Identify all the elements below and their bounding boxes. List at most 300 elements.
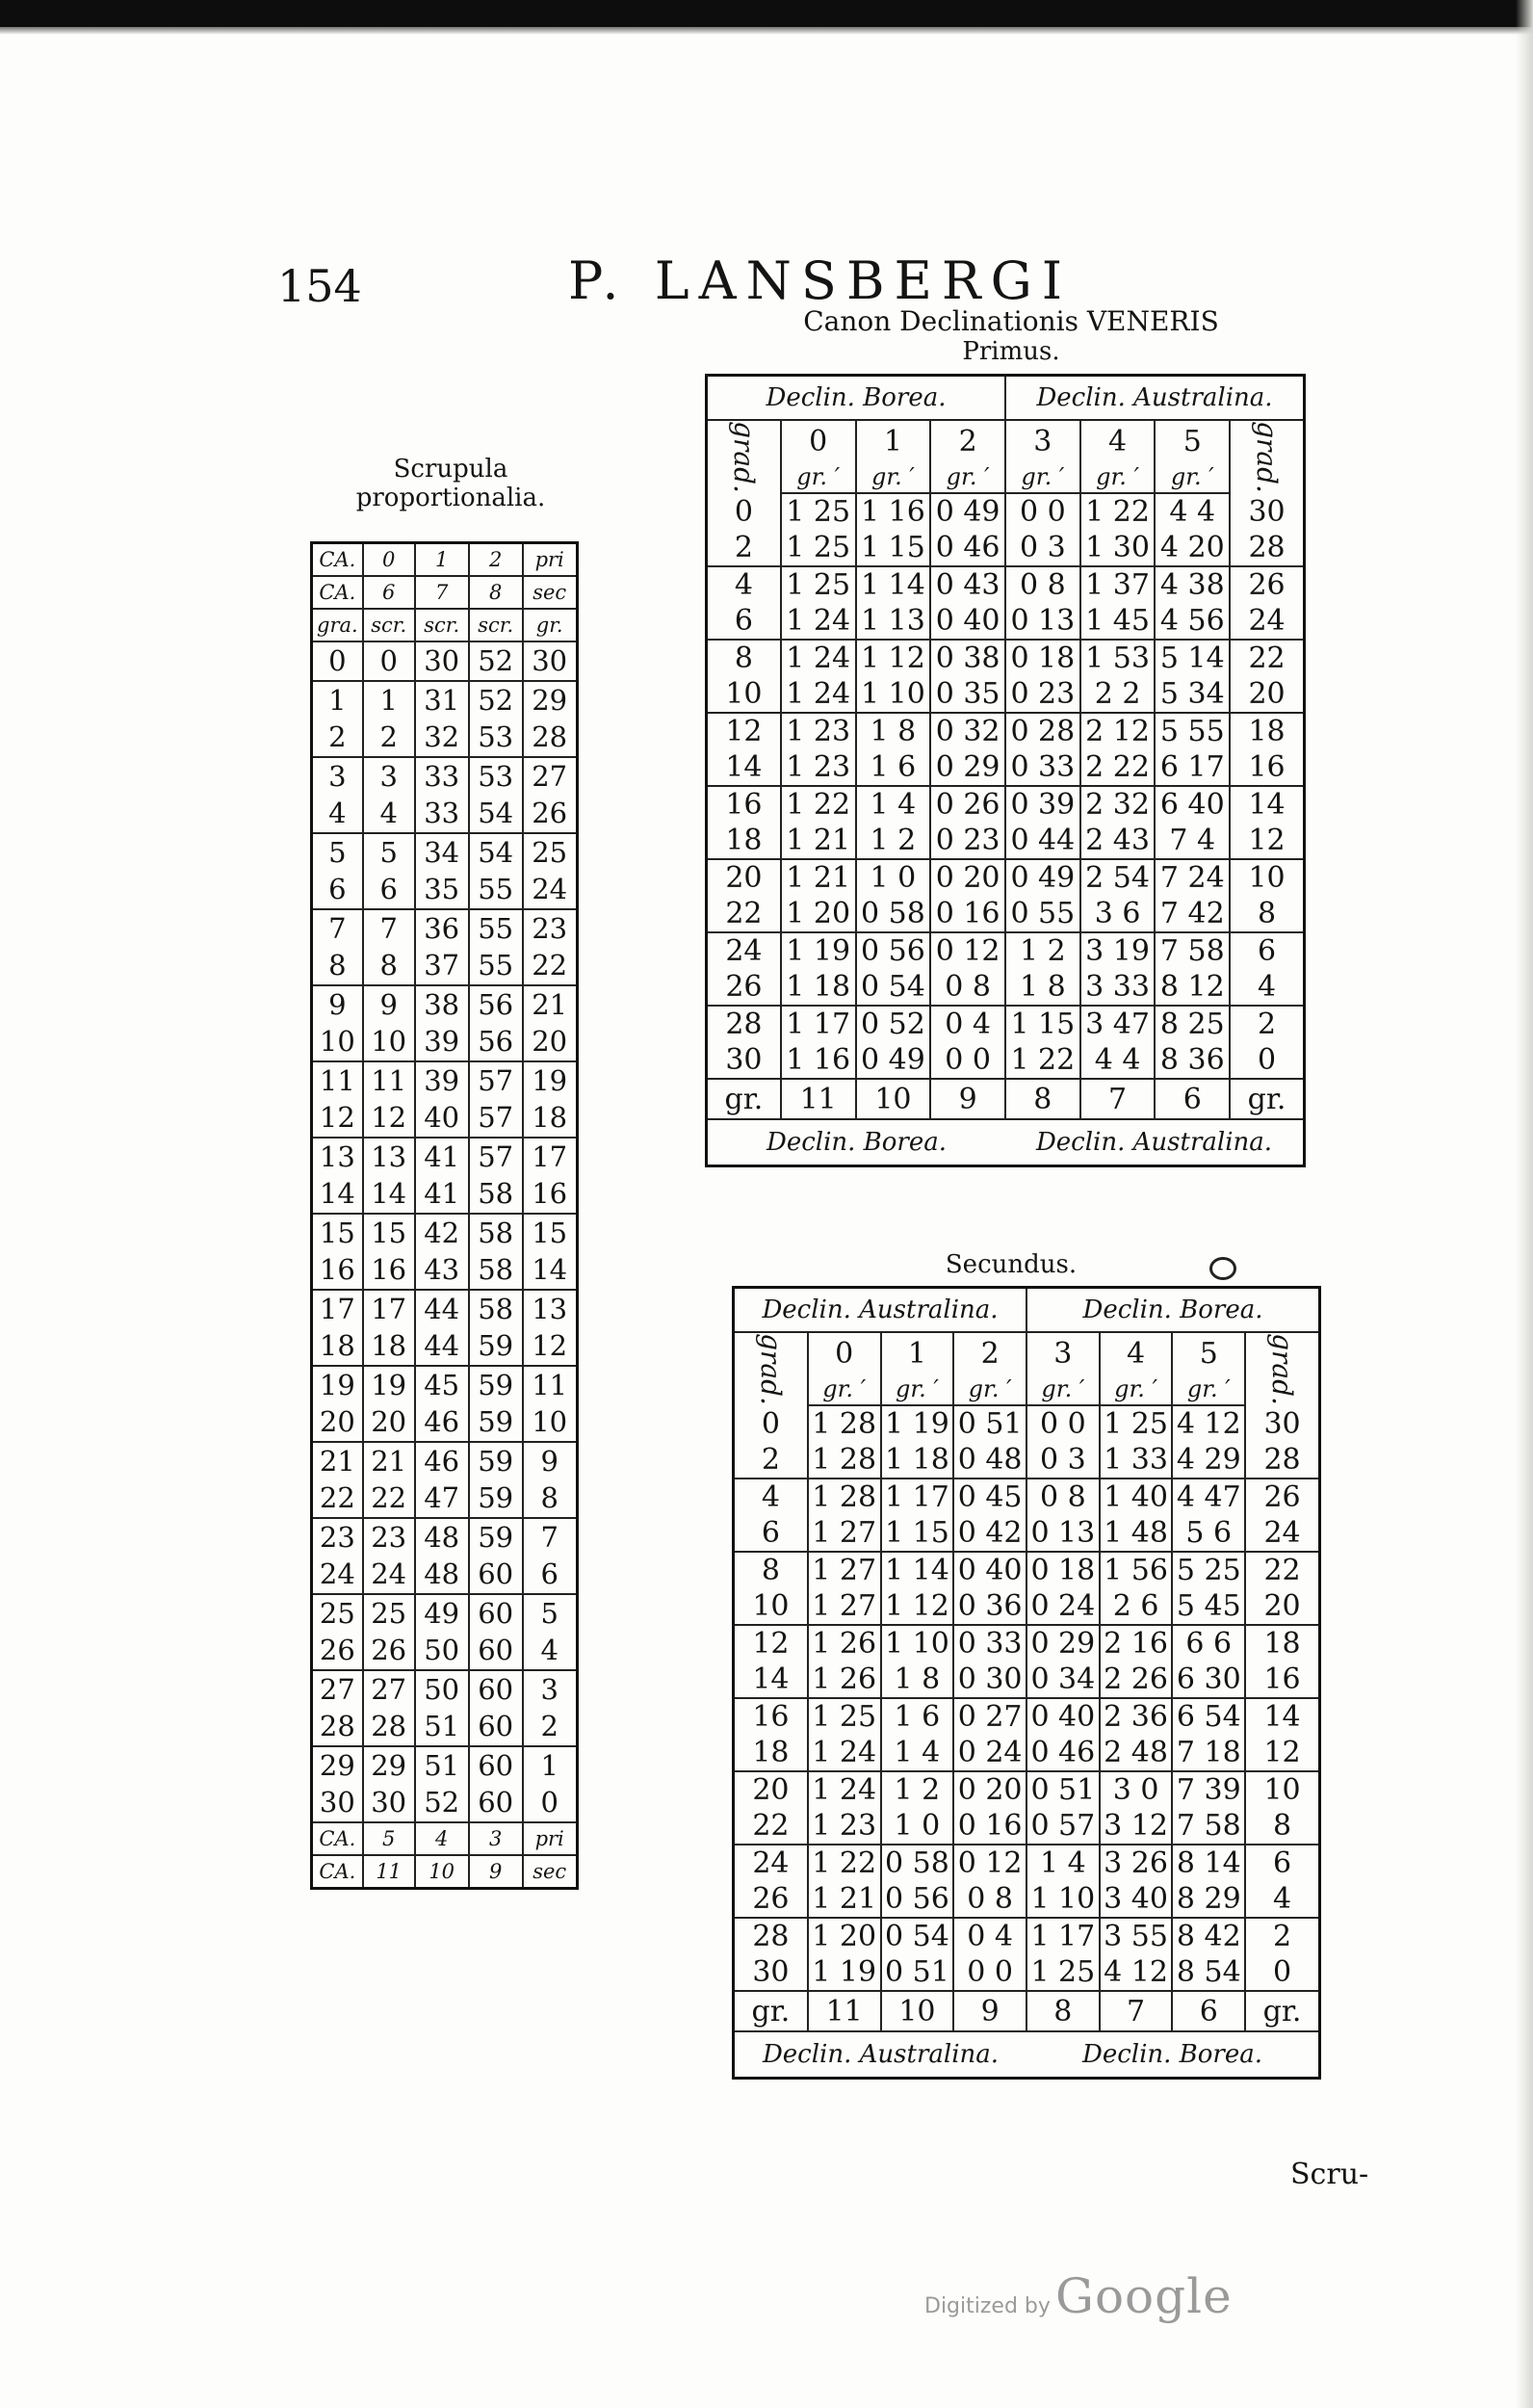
value-cell: 0 13 [1026, 1515, 1100, 1552]
scrupula-cell: 9 [312, 985, 363, 1024]
scrupula-cell: 21 [312, 1442, 363, 1480]
value-cell: 5 14 [1155, 640, 1230, 676]
row-degree-left: 28 [707, 1006, 781, 1042]
scrupula-cell: 19 [523, 1061, 578, 1100]
scrupula-cell: 50 [415, 1670, 469, 1709]
value-cell: 0 3 [1026, 1442, 1100, 1479]
scrupula-footer-cell: CA. [312, 1822, 363, 1855]
row-degree-left: 12 [734, 1625, 808, 1662]
page-number: 154 [277, 260, 362, 312]
value-cell: 1 22 [781, 786, 856, 823]
footer-column: 7 [1080, 1079, 1156, 1119]
scrupula-cell: 54 [469, 833, 523, 872]
scrupula-cell: 17 [312, 1290, 363, 1328]
row-degree-right: 10 [1230, 859, 1304, 896]
row-degree-right: 14 [1230, 786, 1304, 823]
value-cell: 0 48 [953, 1442, 1026, 1479]
scrupula-cell: 46 [415, 1442, 469, 1480]
value-cell: 1 48 [1100, 1515, 1173, 1552]
row-degree-right: 22 [1230, 640, 1304, 676]
value-cell: 1 10 [856, 676, 931, 713]
value-cell: 1 8 [1005, 969, 1080, 1006]
value-cell: 0 51 [1026, 1771, 1100, 1808]
scrupula-cell: 19 [363, 1366, 415, 1404]
value-cell: 7 18 [1172, 1735, 1245, 1771]
value-cell: 1 17 [781, 1006, 856, 1042]
scrupula-row [312, 641, 578, 681]
scrupula-cell: 8 [312, 947, 363, 985]
value-cell: 2 26 [1100, 1662, 1173, 1698]
value-cell: 1 21 [808, 1881, 881, 1918]
value-cell: 0 8 [1005, 566, 1080, 603]
scrupula-cell: 9 [523, 1442, 578, 1480]
value-cell: 0 39 [1005, 786, 1080, 823]
scrupula-cell: 13 [363, 1138, 415, 1176]
value-cell: 6 54 [1172, 1698, 1245, 1735]
scrupula-header-cell: scr. [415, 609, 469, 641]
row-degree-right: 6 [1245, 1845, 1319, 1881]
scrupula-cell: 27 [363, 1670, 415, 1709]
unit-label: gr. ′ [781, 461, 856, 493]
scrupula-cell: 44 [415, 1290, 469, 1328]
value-cell: 8 12 [1155, 969, 1230, 1006]
value-cell: 4 12 [1172, 1405, 1245, 1442]
value-cell: 1 22 [808, 1845, 881, 1881]
scrupula-cell: 17 [363, 1290, 415, 1328]
value-cell: 1 0 [856, 859, 931, 896]
value-cell: 7 58 [1172, 1808, 1245, 1845]
scrupula-row [312, 757, 578, 796]
scrupula-cell: 38 [415, 985, 469, 1024]
scrupula-row [312, 1632, 578, 1670]
value-cell: 1 13 [856, 603, 931, 640]
value-cell: 0 49 [1005, 859, 1080, 896]
value-cell: 1 16 [856, 493, 931, 530]
scrupula-footer-row [312, 1822, 578, 1855]
scrupula-cell: 2 [312, 719, 363, 757]
row-degree-left: 2 [734, 1442, 808, 1479]
table-row [734, 1625, 1320, 1662]
scrupula-cell: 23 [523, 909, 578, 948]
scrupula-cell: 37 [415, 947, 469, 985]
value-cell: 1 40 [1100, 1479, 1173, 1515]
value-cell: 4 4 [1080, 1042, 1156, 1079]
scrupula-cell: 28 [312, 1708, 363, 1746]
value-cell: 1 25 [1100, 1405, 1173, 1442]
scrupula-cell: 39 [415, 1023, 469, 1061]
watermark-brand: Google [1055, 2268, 1233, 2324]
column-header: 1 [856, 420, 931, 461]
scrupula-row [312, 1670, 578, 1709]
scrupula-cell: 33 [415, 795, 469, 833]
table-row [734, 1808, 1320, 1845]
scrupula-cell: 14 [363, 1175, 415, 1214]
scrupula-cell: 8 [363, 947, 415, 985]
row-degree-left: 8 [707, 640, 781, 676]
value-cell: 0 4 [930, 1006, 1005, 1042]
value-cell: 1 2 [881, 1771, 954, 1808]
scrupula-cell: 21 [363, 1442, 415, 1480]
value-cell: 3 40 [1100, 1881, 1173, 1918]
value-cell: 0 46 [1026, 1735, 1100, 1771]
column-header: 5 [1172, 1332, 1245, 1374]
scrupula-cell: 46 [415, 1403, 469, 1442]
value-cell: 0 58 [856, 896, 931, 932]
value-cell: 0 18 [1005, 640, 1080, 676]
scrupula-row [312, 1708, 578, 1746]
value-cell: 0 35 [930, 676, 1005, 713]
row-degree-left: 24 [707, 932, 781, 969]
value-cell: 2 2 [1080, 676, 1156, 713]
row-degree-right: 24 [1230, 603, 1304, 640]
table-row [707, 1006, 1305, 1042]
group-header-row [707, 376, 1305, 421]
row-degree-right: 4 [1230, 969, 1304, 1006]
scrupula-cell: 27 [312, 1670, 363, 1709]
value-cell: 0 18 [1026, 1552, 1100, 1588]
row-degree-left: 18 [734, 1735, 808, 1771]
value-cell: 0 32 [930, 713, 1005, 749]
grad-text: grad. [1266, 1333, 1299, 1405]
scrupula-cell: 15 [363, 1214, 415, 1252]
scrupula-cell: 49 [415, 1594, 469, 1633]
scrupula-cell: 52 [469, 641, 523, 681]
footer-label-left: gr. [707, 1079, 781, 1119]
scrupula-footer-row [312, 1855, 578, 1889]
value-cell: 1 25 [781, 493, 856, 530]
value-cell: 6 40 [1155, 786, 1230, 823]
scrupula-cell: 42 [415, 1214, 469, 1252]
value-cell: 1 2 [1005, 932, 1080, 969]
row-degree-right: 12 [1230, 823, 1304, 859]
scrupula-header-cell: 6 [363, 576, 415, 609]
scrupula-cell: 26 [363, 1632, 415, 1670]
scrupula-cell: 5 [363, 833, 415, 872]
scrupula-cell: 1 [523, 1746, 578, 1785]
scrupula-cell: 20 [523, 1023, 578, 1061]
value-cell: 1 24 [808, 1771, 881, 1808]
value-cell: 1 10 [1026, 1881, 1100, 1918]
value-cell: 8 54 [1172, 1954, 1245, 1991]
value-cell: 2 16 [1100, 1625, 1173, 1662]
scrupula-cell: 52 [415, 1784, 469, 1822]
grad-text: grad. [754, 1333, 787, 1405]
row-degree-right: 6 [1230, 932, 1304, 969]
scrupula-cell: 10 [363, 1023, 415, 1061]
row-degree-right: 4 [1245, 1881, 1319, 1918]
value-cell: 4 29 [1172, 1442, 1245, 1479]
scrupula-cell: 22 [312, 1479, 363, 1518]
value-cell: 1 21 [781, 859, 856, 896]
scrupula-cell: 58 [469, 1214, 523, 1252]
value-cell: 3 6 [1080, 896, 1156, 932]
value-cell: 1 25 [781, 530, 856, 566]
row-degree-left: 22 [734, 1808, 808, 1845]
value-cell: 6 6 [1172, 1625, 1245, 1662]
table-row [707, 530, 1305, 566]
scrupula-cell: 2 [523, 1708, 578, 1746]
value-cell: 1 6 [881, 1698, 954, 1735]
table-row [734, 1588, 1320, 1625]
value-cell: 4 38 [1155, 566, 1230, 603]
row-degree-left: 30 [734, 1954, 808, 1991]
row-degree-right: 18 [1230, 713, 1304, 749]
scrupula-cell: 22 [363, 1479, 415, 1518]
scrupula-cell: 30 [415, 641, 469, 681]
footer-column: 6 [1155, 1079, 1230, 1119]
row-degree-left: 4 [734, 1479, 808, 1515]
scrupula-cell: 29 [523, 681, 578, 720]
table-row [734, 1698, 1320, 1735]
table-row [734, 1881, 1320, 1918]
scrupula-cell: 7 [312, 909, 363, 948]
table-primus-subtitle: Primus. [962, 337, 1060, 366]
declination-table-secundus [732, 1286, 1321, 2080]
value-cell: 0 0 [930, 1042, 1005, 1079]
value-cell: 0 8 [930, 969, 1005, 1006]
scrupula-row [312, 985, 578, 1024]
scrupula-header-cell: scr. [469, 609, 523, 641]
bottom-label-row [734, 2031, 1320, 2079]
scrupula-cell: 18 [363, 1327, 415, 1366]
value-cell: 0 0 [953, 1954, 1026, 1991]
row-degree-left: 10 [707, 676, 781, 713]
scrupula-cell: 2 [363, 719, 415, 757]
value-cell: 7 42 [1155, 896, 1230, 932]
row-degree-left: 20 [707, 859, 781, 896]
value-cell: 1 27 [808, 1588, 881, 1625]
table-row [734, 1552, 1320, 1588]
scrupula-cell: 41 [415, 1175, 469, 1214]
unit-label: gr. ′ [881, 1374, 954, 1405]
row-degree-left: 6 [707, 603, 781, 640]
value-cell: 0 42 [953, 1515, 1026, 1552]
value-cell: 1 12 [856, 640, 931, 676]
table-row [707, 969, 1305, 1006]
table-row [707, 823, 1305, 859]
scrupula-row [312, 1138, 578, 1176]
scrupula-cell: 18 [523, 1099, 578, 1138]
scrupula-header-cell: CA. [312, 543, 363, 577]
scrupula-cell: 60 [469, 1784, 523, 1822]
scrupula-row [312, 909, 578, 948]
row-degree-right: 24 [1245, 1515, 1319, 1552]
scrupula-header-row [312, 609, 578, 641]
value-cell: 1 45 [1080, 603, 1156, 640]
bottom-right-label: Declin. Australina. [1035, 1128, 1273, 1157]
value-cell: 0 40 [930, 603, 1005, 640]
group-left-label: Declin. Australina. [734, 1288, 1026, 1333]
value-cell: 1 18 [881, 1442, 954, 1479]
value-cell: 0 16 [930, 896, 1005, 932]
row-degree-left: 24 [734, 1845, 808, 1881]
scrupula-cell: 60 [469, 1632, 523, 1670]
group-right-label: Declin. Borea. [1026, 1288, 1320, 1333]
value-cell: 0 4 [953, 1918, 1026, 1954]
scrupula-cell: 14 [523, 1251, 578, 1290]
value-cell: 0 36 [953, 1588, 1026, 1625]
table-row [734, 1405, 1320, 1442]
table-row [707, 566, 1305, 603]
table-row [707, 932, 1305, 969]
row-degree-left: 2 [707, 530, 781, 566]
scrupula-cell: 30 [523, 641, 578, 681]
scrupula-cell: 25 [363, 1594, 415, 1633]
scrupula-cell: 53 [469, 719, 523, 757]
column-header-row [734, 1332, 1320, 1374]
scrupula-cell: 24 [523, 871, 578, 909]
scrupula-title: Scrupula proportionalia. [355, 455, 546, 512]
value-cell: 3 12 [1100, 1808, 1173, 1845]
scrupula-cell: 12 [312, 1099, 363, 1138]
scrupula-cell: 28 [523, 719, 578, 757]
value-cell: 1 53 [1080, 640, 1156, 676]
table-row [734, 1918, 1320, 1954]
table-row [734, 1442, 1320, 1479]
value-cell: 0 40 [1026, 1698, 1100, 1735]
column-header: 2 [930, 420, 1005, 461]
running-head: P. LANSBERGI [568, 250, 1073, 311]
scrupula-cell: 29 [363, 1746, 415, 1785]
table-row [707, 1042, 1305, 1079]
grad-label-right [1245, 1332, 1319, 1405]
grad-label-left [734, 1332, 808, 1405]
scrupula-cell: 35 [415, 871, 469, 909]
row-degree-right: 28 [1245, 1442, 1319, 1479]
footer-column: 7 [1100, 1991, 1173, 2031]
footer-column: 8 [1005, 1079, 1080, 1119]
scrupula-cell: 55 [469, 947, 523, 985]
scrupula-cell: 59 [469, 1366, 523, 1404]
value-cell: 0 13 [1005, 603, 1080, 640]
value-cell: 1 20 [781, 896, 856, 932]
scrupula-footer-cell: CA. [312, 1855, 363, 1889]
value-cell: 0 24 [1026, 1588, 1100, 1625]
scrupula-cell: 51 [415, 1708, 469, 1746]
value-cell: 0 16 [953, 1808, 1026, 1845]
unit-label: gr. ′ [1155, 461, 1230, 493]
value-cell: 0 52 [856, 1006, 931, 1042]
value-cell: 7 24 [1155, 859, 1230, 896]
scrupula-cell: 24 [312, 1556, 363, 1594]
bottom-left-label: Declin. Borea. [766, 1128, 948, 1157]
value-cell: 0 20 [953, 1771, 1026, 1808]
table-row [707, 603, 1305, 640]
scrupula-footer-cell: 9 [469, 1855, 523, 1889]
scrupula-cell: 9 [363, 985, 415, 1024]
scrupula-cell: 7 [523, 1518, 578, 1557]
value-cell: 0 45 [953, 1479, 1026, 1515]
row-degree-left: 0 [707, 493, 781, 530]
table-row [707, 640, 1305, 676]
scrupula-cell: 12 [523, 1327, 578, 1366]
scrupula-cell: 31 [415, 681, 469, 720]
scrupula-footer-cell: 10 [415, 1855, 469, 1889]
scrupula-cell: 58 [469, 1175, 523, 1214]
scrupula-row [312, 1061, 578, 1100]
footer-column: 10 [881, 1991, 954, 2031]
scrupula-cell: 15 [312, 1214, 363, 1252]
scrupula-header-cell: pri [523, 543, 578, 577]
column-header: 0 [808, 1332, 881, 1374]
row-degree-left: 16 [707, 786, 781, 823]
digitized-watermark [924, 2268, 1233, 2324]
value-cell: 8 29 [1172, 1881, 1245, 1918]
scrupula-cell: 0 [363, 641, 415, 681]
value-cell: 1 24 [781, 640, 856, 676]
value-cell: 5 25 [1172, 1552, 1245, 1588]
scrupula-row [312, 1251, 578, 1290]
scrupula-row [312, 947, 578, 985]
value-cell: 0 12 [930, 932, 1005, 969]
column-header: 3 [1026, 1332, 1100, 1374]
value-cell: 1 37 [1080, 566, 1156, 603]
value-cell: 0 33 [1005, 749, 1080, 786]
scrupula-row [312, 1442, 578, 1480]
scrupula-row [312, 1479, 578, 1518]
scrupula-cell: 56 [469, 1023, 523, 1061]
scrupula-footer-cell: pri [523, 1822, 578, 1855]
scrupula-cell: 59 [469, 1403, 523, 1442]
catchword: Scru- [1290, 2158, 1369, 2191]
canon-title: Canon Declinationis VENERIS [803, 305, 1219, 337]
value-cell: 5 55 [1155, 713, 1230, 749]
scrupula-cell: 21 [523, 985, 578, 1024]
footer-label-right: gr. [1245, 1991, 1319, 2031]
value-cell: 0 23 [1005, 676, 1080, 713]
value-cell: 5 45 [1172, 1588, 1245, 1625]
scrupula-cell: 5 [312, 833, 363, 872]
table-row [707, 859, 1305, 896]
scrupula-cell: 27 [523, 757, 578, 796]
value-cell: 1 30 [1080, 530, 1156, 566]
scrupula-cell: 58 [469, 1290, 523, 1328]
row-degree-left: 0 [734, 1405, 808, 1442]
scrupula-cell: 14 [312, 1175, 363, 1214]
value-cell: 1 27 [808, 1515, 881, 1552]
group-right-label: Declin. Australina. [1005, 376, 1305, 421]
scrupula-header-cell: sec [523, 576, 578, 609]
scrupula-cell: 45 [415, 1366, 469, 1404]
scrupula-cell: 13 [523, 1290, 578, 1328]
value-cell: 1 8 [856, 713, 931, 749]
row-degree-left: 14 [707, 749, 781, 786]
scrupula-cell: 57 [469, 1138, 523, 1176]
unit-label: gr. ′ [1100, 1374, 1173, 1405]
column-header: 2 [953, 1332, 1026, 1374]
row-degree-left: 4 [707, 566, 781, 603]
table-secundus-subtitle: Secundus. [945, 1250, 1078, 1279]
scrupula-cell: 44 [415, 1327, 469, 1366]
row-degree-right: 10 [1245, 1771, 1319, 1808]
bottom-left-label: Declin. Australina. [762, 2040, 1000, 2069]
scrupula-cell: 60 [469, 1594, 523, 1633]
value-cell: 1 15 [856, 530, 931, 566]
table-row [734, 1954, 1320, 1991]
value-cell: 3 33 [1080, 969, 1156, 1006]
scrupula-cell: 48 [415, 1518, 469, 1557]
value-cell: 0 12 [953, 1845, 1026, 1881]
row-degree-left: 18 [707, 823, 781, 859]
scrupula-row [312, 1175, 578, 1214]
scrupula-cell: 4 [363, 795, 415, 833]
scrupula-cell: 3 [312, 757, 363, 796]
scrupula-cell: 57 [469, 1061, 523, 1100]
value-cell: 1 28 [808, 1442, 881, 1479]
scan-top-shadow [0, 0, 1533, 27]
value-cell: 2 22 [1080, 749, 1156, 786]
row-degree-left: 30 [707, 1042, 781, 1079]
